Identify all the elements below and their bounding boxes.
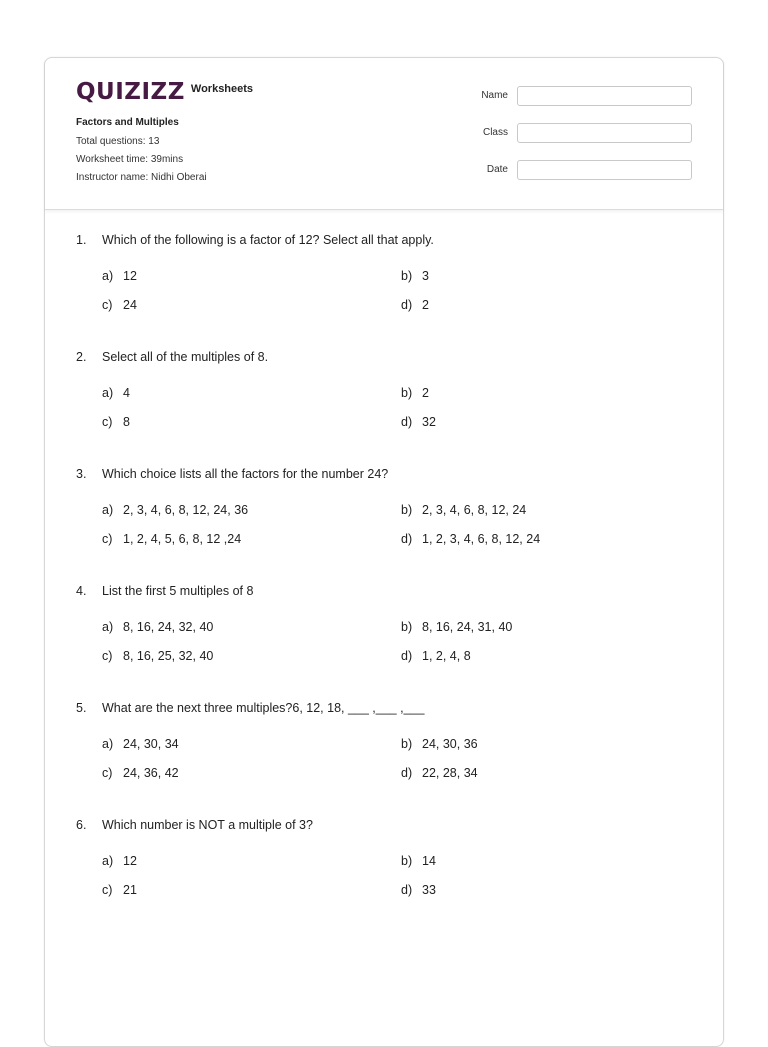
option-text: 8 [123,415,130,429]
option-a[interactable] [102,386,130,400]
option-b[interactable] [401,620,512,634]
option-text: 2, 3, 4, 6, 8, 12, 24 [422,503,527,517]
total-questions: Total questions: 13 [76,136,160,147]
option-a[interactable] [102,269,137,283]
question-text: List the first 5 multiples of 8 [102,584,254,598]
option-text: 1, 2, 3, 4, 6, 8, 12, 24 [422,532,541,546]
option-text: 14 [422,854,436,868]
option-a[interactable] [102,737,179,751]
option-text: 1, 2, 4, 5, 6, 8, 12 ,24 [123,532,242,546]
question-item [45,467,723,577]
option-text: 12 [123,854,137,868]
option-text: 2 [422,386,429,400]
option-letter: a) [102,620,114,634]
question-item [45,818,723,928]
option-letter: a) [102,737,114,751]
worksheet-header [45,58,723,210]
option-c[interactable] [102,415,130,429]
option-a[interactable] [102,503,248,517]
option-b[interactable] [401,503,526,517]
question-number: 5. [76,701,87,715]
date-field[interactable] [517,160,692,180]
option-d[interactable] [401,766,478,780]
option-text: 24, 30, 36 [422,737,478,751]
option-text: 24, 30, 34 [123,737,179,751]
option-letter: c) [102,766,113,780]
option-d[interactable] [401,649,471,663]
option-letter: a) [102,386,114,400]
option-letter: d) [401,532,413,546]
option-letter: a) [102,269,114,283]
option-text: 24, 36, 42 [123,766,179,780]
worksheet-time: Worksheet time: 39mins [76,154,184,165]
option-letter: b) [401,737,413,751]
option-c[interactable] [102,298,137,312]
option-letter: d) [401,649,413,663]
name-field[interactable] [517,86,692,106]
option-a[interactable] [102,620,213,634]
option-d[interactable] [401,532,540,546]
question-item [45,584,723,694]
option-text: 3 [422,269,429,283]
option-c[interactable] [102,766,179,780]
option-letter: b) [401,854,413,868]
option-text: 32 [422,415,436,429]
option-d[interactable] [401,298,429,312]
option-letter: d) [401,883,413,897]
option-letter: b) [401,386,413,400]
question-text: What are the next three multiples?6, 12, 18, ___ ,___ ,___ [102,701,425,715]
question-text: Which number is NOT a multiple of 3? [102,818,313,832]
option-c[interactable] [102,532,241,546]
option-text: 12 [123,269,137,283]
option-c[interactable] [102,883,137,897]
option-text: 2 [422,298,429,312]
instructor-name: Instructor name: Nidhi Oberai [76,172,207,183]
name-label: Name [481,90,508,101]
option-letter: a) [102,503,114,517]
option-d[interactable] [401,415,436,429]
option-text: 22, 28, 34 [422,766,478,780]
option-text: 8, 16, 25, 32, 40 [123,649,214,663]
option-text: 8, 16, 24, 32, 40 [123,620,214,634]
option-text: 1, 2, 4, 8 [422,649,471,663]
class-label: Class [482,127,508,138]
question-item [45,233,723,343]
worksheet-title: Factors and Multiples [76,117,179,128]
option-b[interactable] [401,737,478,751]
option-b[interactable] [401,854,436,868]
question-item [45,701,723,811]
option-text: 8, 16, 24, 31, 40 [422,620,513,634]
option-letter: c) [102,415,113,429]
option-letter: d) [401,298,413,312]
option-letter: d) [401,766,413,780]
date-label: Date [486,164,508,175]
option-c[interactable] [102,649,213,663]
question-number: 2. [76,350,87,364]
question-number: 6. [76,818,87,832]
question-text: Select all of the multiples of 8. [102,350,269,364]
option-d[interactable] [401,883,436,897]
question-text: Which choice lists all the factors for the number 24? [102,467,389,481]
option-letter: b) [401,503,413,517]
option-letter: c) [102,883,113,897]
option-b[interactable] [401,269,429,283]
option-text: 21 [123,883,137,897]
option-text: 4 [123,386,130,400]
question-number: 3. [76,467,87,481]
option-letter: d) [401,415,413,429]
option-letter: c) [102,649,113,663]
logo-wordmark: QUIZIZZ [76,79,185,105]
option-letter: c) [102,532,113,546]
logo-subtitle: Worksheets [190,83,254,95]
option-text: 2, 3, 4, 6, 8, 12, 24, 36 [123,503,249,517]
class-field[interactable] [517,123,692,143]
question-number: 1. [76,233,87,247]
option-text: 33 [422,883,436,897]
question-number: 4. [76,584,87,598]
option-b[interactable] [401,386,429,400]
option-letter: a) [102,854,114,868]
option-a[interactable] [102,854,137,868]
option-letter: b) [401,269,413,283]
option-letter: c) [102,298,113,312]
option-letter: b) [401,620,413,634]
question-item [45,350,723,460]
option-text: 24 [123,298,137,312]
question-text: Which of the following is a factor of 12? Select all that apply. [102,233,434,247]
worksheet-page [44,57,724,1047]
quizizz-logo [76,80,253,104]
